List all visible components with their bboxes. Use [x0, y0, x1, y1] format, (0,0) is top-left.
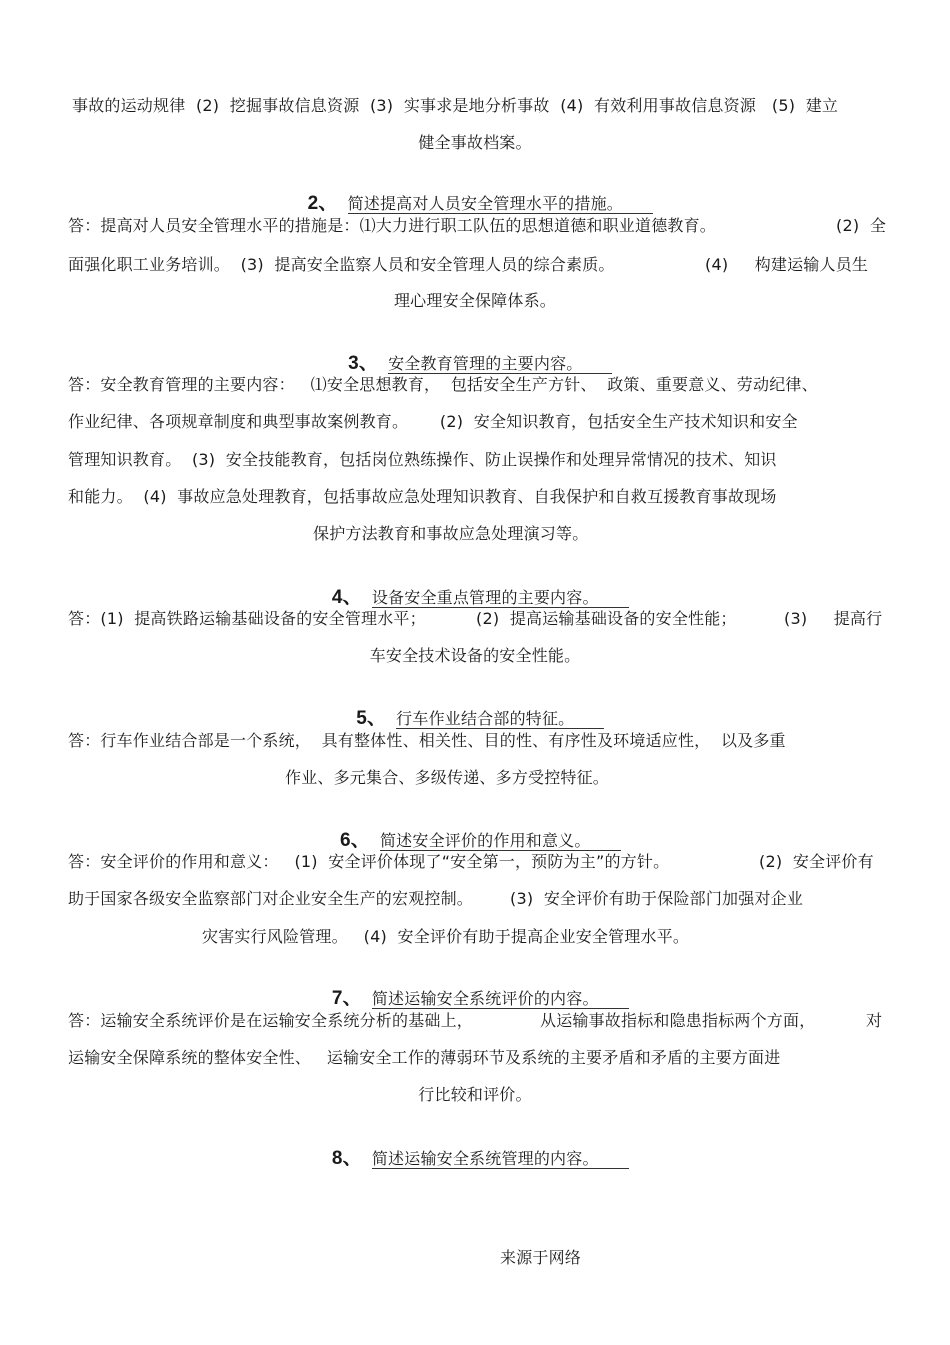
q5-number: 5、 — [356, 708, 387, 729]
q2-title: 简述提高对人员安全管理水平的措施。 — [348, 194, 653, 214]
q5-answer-line-1: 答：行车作业结合部是一个系统， 具有整体性、相关性、目的性、有序性及环境适应性， 以及多重 — [68, 731, 786, 750]
q6-answer-line-2: 助于国家各级安全监察部门对企业安全生产的宏观控制。 (3) 安全评价有助于保险部门加强对企业 — [68, 889, 804, 908]
q2-answer-line-3: 理心理安全保障体系。 — [393, 291, 556, 310]
q2-number: 2、 — [307, 193, 338, 214]
q7-answer-line-3: 行比较和评价。 — [418, 1085, 532, 1104]
q3-title: 安全教育管理的主要内容。 — [388, 354, 612, 374]
q2-answer-line-1-left: 答：提高对人员安全管理水平的措施是：⑴大力进行职工队伍的思想道德和职业道德教育。 — [68, 216, 717, 235]
q6-answer-line-1-right: (2) 安全评价有 — [759, 852, 874, 871]
intro-line-1: 事故的运动规律 (2) 挖掘事故信息资源 (3) 实事求是地分析事故 (4) 有效利用事故信息资源 (5) 建立 — [72, 96, 839, 115]
q8-number: 8、 — [331, 1148, 362, 1169]
q7-answer-line-1-mid: 从运输事故指标和隐患指标两个方面， — [540, 1011, 816, 1030]
q6-number: 6、 — [340, 830, 370, 851]
q7-title: 简述运输安全系统评价的内容。 — [372, 989, 629, 1009]
q3-answer-line-2: 作业纪律、各项规章制度和典型事故案例教育。 (2) 安全知识教育，包括安全生产技术知识和安全 — [68, 412, 798, 431]
q6-heading — [0, 811, 950, 851]
q2-answer-line-2-right: (4) 构建运输人员生 — [705, 255, 869, 274]
q6-title: 简述安全评价的作用和意义。 — [380, 831, 621, 851]
q4-heading — [0, 568, 950, 608]
q7-answer-line-1-right: 对 — [866, 1011, 883, 1030]
q4-answer-line-1-left: 答：(1) 提高铁路运输基础设备的安全管理水平； — [68, 609, 426, 628]
q4-answer-line-1-right: (3) 提高行 — [784, 609, 883, 628]
intro-line-2: 健全事故档案。 — [418, 133, 532, 152]
q8-heading — [0, 1129, 950, 1169]
q7-answer-line-1-left: 答：运输安全系统评价是在运输安全系统分析的基础上， — [68, 1011, 474, 1030]
q4-number: 4、 — [331, 587, 362, 608]
q3-answer-line-4: 和能力。 (4) 事故应急处理教育，包括事故应急处理知识教育、自我保护和自救互援教育事故现场 — [68, 487, 777, 506]
q2-answer-line-2-left: 面强化职工业务培训。 (3) 提高安全监察人员和安全管理人员的综合素质。 — [68, 255, 615, 274]
q4-answer-line-2: 车安全技术设备的安全性能。 — [369, 646, 581, 665]
q7-answer-line-2: 运输安全保障系统的整体安全性、 运输安全工作的薄弱环节及系统的主要矛盾和矛盾的主要方面进 — [68, 1048, 781, 1067]
q6-answer-line-1-left: 答：安全评价的作用和意义： (1) 安全评价体现了“安全第一，预防为主”的方针。 — [68, 852, 670, 871]
q2-answer-line-1-right: (2) 全 — [836, 216, 887, 235]
q7-heading — [0, 969, 950, 1009]
q3-answer-line-5: 保护方法教育和事故应急处理演习等。 — [313, 524, 589, 543]
footer-source: 来源于网络 — [500, 1248, 582, 1267]
q2-heading — [0, 174, 950, 214]
q3-heading — [0, 334, 950, 374]
q4-title: 设备安全重点管理的主要内容。 — [372, 588, 629, 608]
q5-answer-line-2: 作业、多元集合、多级传递、多方受控特征。 — [285, 768, 610, 787]
q5-title: 行车作业结合部的特征。 — [396, 709, 604, 729]
q6-answer-line-3: 灾害实行风险管理。 (4) 安全评价有助于提高企业安全管理水平。 — [202, 927, 690, 946]
q4-answer-line-1-mid: (2) 提高运输基础设备的安全性能； — [476, 609, 737, 628]
q7-number: 7、 — [331, 988, 362, 1009]
q3-answer-line-1: 答：安全教育管理的主要内容： ⑴安全思想教育， 包括安全生产方针、 政策、重要意义、劳动纪律、 — [68, 375, 818, 394]
q3-answer-line-3: 管理知识教育。 (3) 安全技能教育，包括岗位熟练操作、防止误操作和处理异常情况的技术、知识 — [68, 450, 777, 469]
q3-number: 3、 — [348, 353, 379, 374]
q5-heading — [0, 689, 950, 729]
q8-title: 简述运输安全系统管理的内容。 — [372, 1149, 629, 1169]
